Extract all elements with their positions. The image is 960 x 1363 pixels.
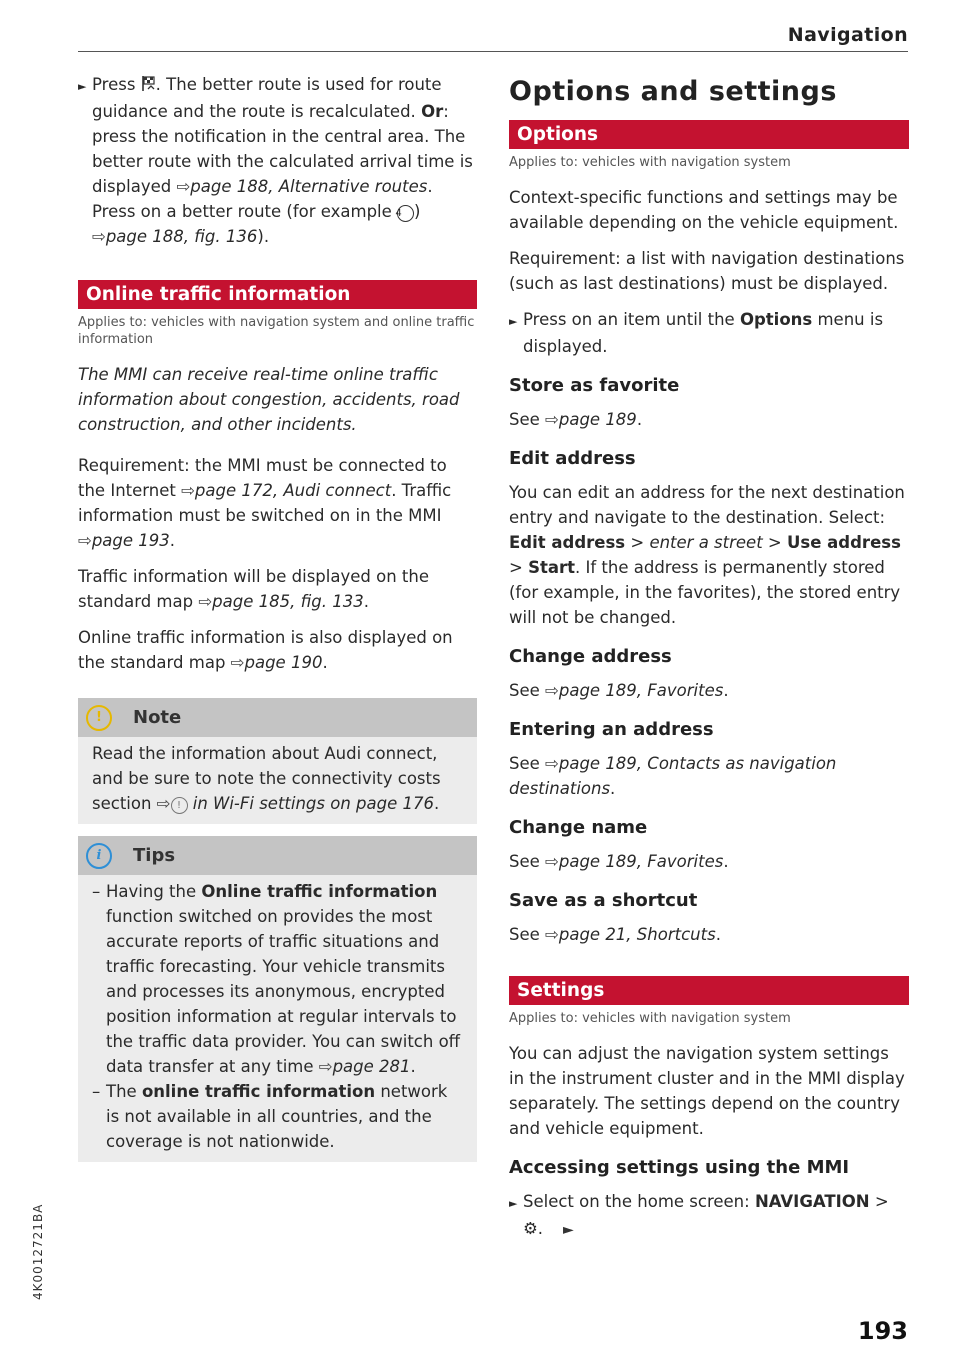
left-column <box>78 72 477 1162</box>
callout-number-icon: 4 <box>397 205 414 222</box>
text: . <box>723 852 729 871</box>
store-favorite-heading: Store as favorite <box>509 375 680 396</box>
continued-arrow-icon: ► <box>563 1222 574 1238</box>
text: . <box>537 1219 544 1238</box>
text: ). <box>257 227 270 246</box>
options-requirement: Requirement: a list with navigation destinations (such as last destinations) must be displayed. <box>509 249 905 293</box>
text: Press on an item until the <box>523 310 740 329</box>
display-paragraph <box>78 564 477 614</box>
text: . <box>715 925 721 944</box>
page-arrow-icon: ⇨ <box>545 925 559 944</box>
text: network is not available in all countries, and the coverage is not nationwide. <box>106 1082 448 1151</box>
text: . <box>636 410 643 429</box>
text: . <box>169 531 176 550</box>
text: . <box>410 1057 416 1076</box>
entering-address-heading: Entering an address <box>509 719 714 740</box>
dash-marker: – <box>92 1082 101 1101</box>
text: See <box>509 410 546 429</box>
text: Read the information about Audi connect, and be sure to note the connectivity costs section <box>92 744 441 813</box>
page-arrow-icon: ⇨ <box>78 531 92 550</box>
text: See <box>509 925 546 944</box>
page-reference-link[interactable]: page 193 <box>91 531 170 550</box>
edit-address-paragraph <box>509 480 909 630</box>
settings-step <box>509 1189 909 1243</box>
page-reference-link[interactable]: page 189, Contacts as navigation destinations <box>509 754 837 798</box>
page-reference-link[interactable]: page 188, Alternative routes <box>190 177 428 196</box>
tip-item <box>92 1079 463 1154</box>
text: . <box>434 794 440 813</box>
edit-address-heading: Edit address <box>509 448 636 469</box>
text: . Press on a better route (for example <box>92 177 433 221</box>
note-text <box>92 741 463 816</box>
page-arrow-icon: ⇨ <box>545 754 559 773</box>
requirement-paragraph <box>78 453 477 553</box>
text: . <box>363 592 369 611</box>
emphasis: NAVIGATION <box>754 1192 870 1211</box>
emphasis: Online traffic information <box>201 882 438 901</box>
text: You can edit an address for the next destination entry and navigate to the destination. Select: <box>509 483 905 527</box>
page-arrow-icon: ⇨ <box>230 653 245 672</box>
tips-label: Tips <box>133 845 176 866</box>
step-bullet: ► <box>509 1197 518 1210</box>
text: : press the notification in the central area. The better route with the calculated arrival time is displayed <box>92 102 473 196</box>
text: . If the address is permanently stored (for example, in the favorites), the stored entry will not be changed. <box>509 558 901 627</box>
emphasis: enter a street <box>649 533 763 552</box>
page-arrow-icon: ⇨ <box>545 681 559 700</box>
accessing-settings-heading: Accessing settings using the MMI <box>509 1157 850 1178</box>
step-bullet: ► <box>78 80 87 93</box>
page-reference-link[interactable]: page 189, Favorites <box>558 852 724 871</box>
page-reference-link[interactable]: page 21, Shortcuts <box>558 925 716 944</box>
section-title: Navigation <box>787 24 908 46</box>
page-arrow-icon: ⇨ <box>318 1057 333 1076</box>
better-route-flag-icon <box>141 75 156 92</box>
warning-icon: ! <box>86 705 112 731</box>
save-shortcut-ref <box>509 922 909 947</box>
text: See <box>509 681 546 700</box>
tips-body <box>78 875 477 1162</box>
note-label: Note <box>133 707 182 728</box>
page-arrow-icon: ⇨ <box>545 410 559 429</box>
section-intro: The MMI can receive real-time online traffic information about congestion, accidents, road construction, and other incidents. <box>78 365 460 434</box>
emphasis: Edit address <box>509 533 626 552</box>
emphasis: Start <box>528 558 576 577</box>
text: . <box>723 681 729 700</box>
page-reference-link[interactable]: page 189, Favorites <box>558 681 724 700</box>
emphasis: Use address <box>787 533 901 552</box>
text: . Traffic information must be switched on in the MMI <box>78 481 452 525</box>
chapter-title: Options and settings <box>509 76 837 107</box>
text: Traffic information will be displayed on the standard map <box>78 567 429 611</box>
page-reference-link[interactable]: in Wi-Fi settings on page 176 <box>187 794 434 813</box>
page-reference-link[interactable]: page 281 <box>332 1057 411 1076</box>
tips-header <box>78 836 477 875</box>
text: ) <box>414 202 421 221</box>
page-arrow-icon: ⇨ <box>198 592 213 611</box>
text: Press <box>92 75 141 94</box>
applies-to-note: Applies to: vehicles with navigation system <box>509 155 791 170</box>
change-address-ref <box>509 678 909 703</box>
store-favorite-ref <box>509 407 909 432</box>
header-divider <box>78 51 908 52</box>
text: menu is displayed. <box>523 310 884 356</box>
page-reference-link[interactable]: page 185, fig. 133 <box>212 592 364 611</box>
text: The <box>106 1082 142 1101</box>
page-arrow-icon: ⇨ <box>181 481 195 500</box>
page-arrow-icon: ⇨ <box>545 852 559 871</box>
text: > <box>762 533 788 552</box>
note-header <box>78 698 477 737</box>
emphasis: online traffic information <box>141 1082 376 1101</box>
document-code: 4K0012721BA <box>31 1203 45 1300</box>
page-arrow-icon: ⇨ <box>156 794 171 813</box>
text: . <box>610 779 616 798</box>
change-address-heading: Change address <box>509 646 672 667</box>
options-step <box>509 307 909 359</box>
text: Online traffic information is also displayed on the standard map <box>78 628 453 672</box>
text: . <box>322 653 328 672</box>
standard-map-paragraph <box>78 625 477 675</box>
page-reference-link[interactable]: page 188, fig. 136 <box>105 227 258 246</box>
tip-item <box>92 879 463 1079</box>
text: > <box>625 533 650 552</box>
text: Select on the home screen: <box>523 1192 755 1211</box>
options-paragraph: Context-specific functions and settings may be available depending on the vehicle equipment. <box>509 188 899 232</box>
right-column <box>509 72 909 1243</box>
page-reference-link[interactable]: page 172, Audi connect <box>194 481 392 500</box>
text: function switched on provides the most accurate reports of traffic situations and traffic forecasting. Your vehicle transmits and processes its anonymous, encrypted position information at regular intervals to the traffic data provider. You can switch off data transfer at any time <box>106 907 461 1076</box>
emphasis: Options <box>739 310 813 329</box>
text: > <box>869 1192 889 1211</box>
alternative-route-step <box>78 72 477 249</box>
change-name-ref <box>509 849 909 874</box>
settings-paragraph: You can adjust the navigation system settings in the instrument cluster and in the MMI display separately. The settings depend on the country and vehicle equipment. <box>509 1044 905 1138</box>
applies-to-note: Applies to: vehicles with navigation system and online traffic information <box>78 315 475 347</box>
dash-marker: – <box>92 882 101 901</box>
text: Having the <box>106 882 202 901</box>
page-reference-link[interactable]: page 190 <box>244 653 323 672</box>
section-heading-online-traffic: Online traffic information <box>78 280 477 309</box>
step-bullet: ► <box>509 315 518 328</box>
settings-gear-icon: ⚙ <box>523 1219 538 1238</box>
text: . The better route is used for route guidance and the route is recalculated. <box>92 75 442 121</box>
or-emphasis: Or <box>421 102 444 121</box>
page-reference-link[interactable]: page 189 <box>558 410 637 429</box>
text: > <box>509 558 529 577</box>
text: Requirement: the MMI must be connected to the Internet <box>78 456 447 500</box>
change-name-heading: Change name <box>509 817 648 838</box>
applies-to-note: Applies to: vehicles with navigation system <box>509 1011 791 1026</box>
page-arrow-icon: ⇨ <box>92 227 106 246</box>
tips-box <box>78 836 477 1162</box>
text: See <box>509 754 546 773</box>
note-box <box>78 698 477 824</box>
save-shortcut-heading: Save as a shortcut <box>509 890 698 911</box>
text: See <box>509 852 546 871</box>
page-arrow-icon: ⇨ <box>176 177 191 196</box>
section-heading-options: Options <box>509 120 909 149</box>
page-number: 193 <box>857 1317 908 1345</box>
note-body <box>78 737 477 824</box>
info-icon: i <box>86 843 112 869</box>
entering-address-ref <box>509 751 909 801</box>
section-heading-settings: Settings <box>509 976 909 1005</box>
note-ref-icon: ! <box>171 797 188 814</box>
